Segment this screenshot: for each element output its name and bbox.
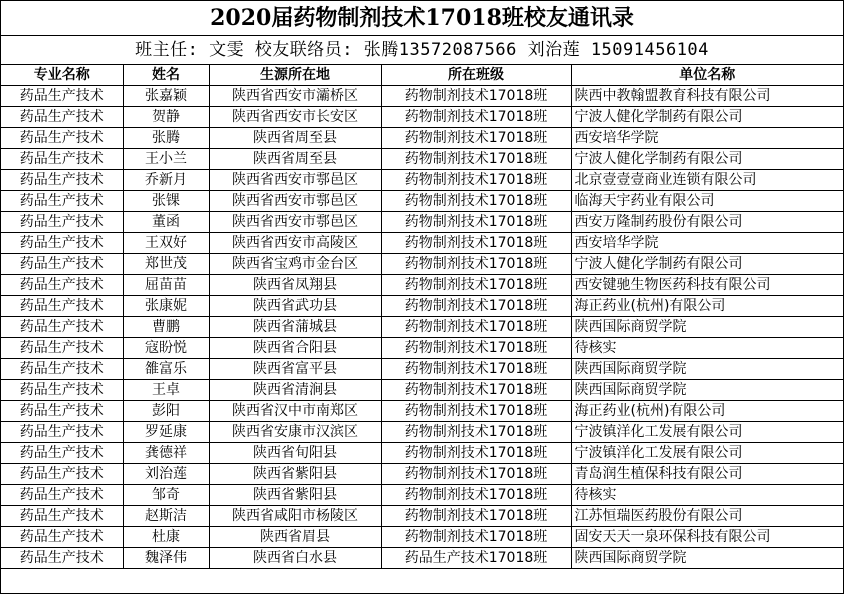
table-row <box>1 296 843 317</box>
header-class: 所在班级 <box>381 65 571 86</box>
alumni-table <box>1 65 843 569</box>
cell-name: 龚德祥 <box>123 443 209 464</box>
cell-major: 药品生产技术 <box>1 464 123 485</box>
table-row <box>1 149 843 170</box>
cell-employer: 青岛润生植保科技有限公司 <box>571 464 843 485</box>
table-row <box>1 317 843 338</box>
cell-class: 药物制剂技术17018班 <box>381 107 571 128</box>
table-body <box>1 86 843 569</box>
cell-origin: 陕西省咸阳市杨陵区 <box>209 506 381 527</box>
cell-employer: 临海天宇药业有限公司 <box>571 191 843 212</box>
cell-employer: 固安天天一泉环保科技有限公司 <box>571 527 843 548</box>
cell-employer: 北京壹壹壹商业连锁有限公司 <box>571 170 843 191</box>
cell-employer: 陕西国际商贸学院 <box>571 359 843 380</box>
cell-class: 药物制剂技术17018班 <box>381 296 571 317</box>
cell-major: 药品生产技术 <box>1 233 123 254</box>
cell-origin: 陕西省紫阳县 <box>209 464 381 485</box>
cell-origin: 陕西省白水县 <box>209 548 381 569</box>
cell-employer: 江苏恒瑞医药股份有限公司 <box>571 506 843 527</box>
cell-class: 药物制剂技术17018班 <box>381 254 571 275</box>
cell-origin: 陕西省西安市高陵区 <box>209 233 381 254</box>
cell-employer: 海正药业(杭州)有限公司 <box>571 296 843 317</box>
table-row <box>1 380 843 401</box>
cell-major: 药品生产技术 <box>1 170 123 191</box>
cell-origin: 陕西省安康市汉滨区 <box>209 422 381 443</box>
cell-employer: 海正药业(杭州)有限公司 <box>571 401 843 422</box>
header-major: 专业名称 <box>1 65 123 86</box>
cell-employer: 宁波人健化学制药有限公司 <box>571 107 843 128</box>
table-row <box>1 506 843 527</box>
cell-class: 药物制剂技术17018班 <box>381 380 571 401</box>
cell-class: 药物制剂技术17018班 <box>381 233 571 254</box>
cell-major: 药品生产技术 <box>1 380 123 401</box>
cell-origin: 陕西省西安市长安区 <box>209 107 381 128</box>
cell-major: 药品生产技术 <box>1 191 123 212</box>
cell-class: 药物制剂技术17018班 <box>381 170 571 191</box>
cell-name: 郑世茂 <box>123 254 209 275</box>
cell-origin: 陕西省蒲城县 <box>209 317 381 338</box>
cell-major: 药品生产技术 <box>1 86 123 107</box>
cell-name: 王小兰 <box>123 149 209 170</box>
table-row <box>1 170 843 191</box>
cell-class: 药物制剂技术17018班 <box>381 422 571 443</box>
cell-class: 药物制剂技术17018班 <box>381 338 571 359</box>
table-row <box>1 275 843 296</box>
cell-origin: 陕西省清涧县 <box>209 380 381 401</box>
cell-major: 药品生产技术 <box>1 548 123 569</box>
cell-major: 药品生产技术 <box>1 506 123 527</box>
cell-origin: 陕西省旬阳县 <box>209 443 381 464</box>
cell-class: 药物制剂技术17018班 <box>381 401 571 422</box>
cell-origin: 陕西省汉中市南郑区 <box>209 401 381 422</box>
cell-class: 药物制剂技术17018班 <box>381 212 571 233</box>
cell-class: 药物制剂技术17018班 <box>381 464 571 485</box>
cell-employer: 待核实 <box>571 338 843 359</box>
cell-name: 赵斯洁 <box>123 506 209 527</box>
cell-class: 药物制剂技术17018班 <box>381 485 571 506</box>
cell-origin: 陕西省凤翔县 <box>209 275 381 296</box>
cell-employer: 西安培华学院 <box>571 128 843 149</box>
cell-name: 乔新月 <box>123 170 209 191</box>
cell-employer: 陕西国际商贸学院 <box>571 548 843 569</box>
cell-origin: 陕西省武功县 <box>209 296 381 317</box>
cell-major: 药品生产技术 <box>1 275 123 296</box>
cell-major: 药品生产技术 <box>1 527 123 548</box>
cell-major: 药品生产技术 <box>1 107 123 128</box>
cell-employer: 宁波人健化学制药有限公司 <box>571 149 843 170</box>
header-employer: 单位名称 <box>571 65 843 86</box>
cell-name: 魏泽伟 <box>123 548 209 569</box>
cell-name: 王卓 <box>123 380 209 401</box>
table-row <box>1 254 843 275</box>
cell-origin: 陕西省紫阳县 <box>209 485 381 506</box>
table-row <box>1 527 843 548</box>
cell-class: 药物制剂技术17018班 <box>381 86 571 107</box>
cell-name: 董函 <box>123 212 209 233</box>
cell-name: 刘治莲 <box>123 464 209 485</box>
cell-major: 药品生产技术 <box>1 254 123 275</box>
cell-employer: 待核实 <box>571 485 843 506</box>
cell-major: 药品生产技术 <box>1 443 123 464</box>
cell-employer: 西安培华学院 <box>571 233 843 254</box>
cell-class: 药物制剂技术17018班 <box>381 506 571 527</box>
cell-major: 药品生产技术 <box>1 485 123 506</box>
cell-name: 罗延康 <box>123 422 209 443</box>
cell-class: 药物制剂技术17018班 <box>381 275 571 296</box>
cell-name: 雒富乐 <box>123 359 209 380</box>
cell-name: 屈苗苗 <box>123 275 209 296</box>
cell-origin: 陕西省富平县 <box>209 359 381 380</box>
cell-employer: 宁波镇洋化工发展有限公司 <box>571 443 843 464</box>
cell-name: 彭阳 <box>123 401 209 422</box>
cell-major: 药品生产技术 <box>1 149 123 170</box>
table-row <box>1 86 843 107</box>
table-row <box>1 359 843 380</box>
cell-origin: 陕西省西安市鄠邑区 <box>209 212 381 233</box>
cell-employer: 西安键驰生物医药科技有限公司 <box>571 275 843 296</box>
cell-class: 药物制剂技术17018班 <box>381 527 571 548</box>
cell-class: 药物制剂技术17018班 <box>381 191 571 212</box>
cell-origin: 陕西省周至县 <box>209 128 381 149</box>
cell-origin: 陕西省合阳县 <box>209 338 381 359</box>
cell-origin: 陕西省周至县 <box>209 149 381 170</box>
cell-employer: 宁波镇洋化工发展有限公司 <box>571 422 843 443</box>
cell-origin: 陕西省宝鸡市金台区 <box>209 254 381 275</box>
cell-class: 药物制剂技术17018班 <box>381 128 571 149</box>
cell-major: 药品生产技术 <box>1 359 123 380</box>
cell-class: 药物制剂技术17018班 <box>381 359 571 380</box>
cell-major: 药品生产技术 <box>1 212 123 233</box>
cell-origin: 陕西省西安市鄠邑区 <box>209 191 381 212</box>
cell-name: 寇盼悦 <box>123 338 209 359</box>
cell-name: 贺静 <box>123 107 209 128</box>
cell-major: 药品生产技术 <box>1 317 123 338</box>
cell-name: 张腾 <box>123 128 209 149</box>
cell-name: 曹鹏 <box>123 317 209 338</box>
header-row <box>1 65 843 86</box>
table-row <box>1 485 843 506</box>
cell-class: 药品生产技术17018班 <box>381 548 571 569</box>
table-row <box>1 212 843 233</box>
table-row <box>1 548 843 569</box>
cell-name: 张康妮 <box>123 296 209 317</box>
header-name: 姓名 <box>123 65 209 86</box>
cell-major: 药品生产技术 <box>1 338 123 359</box>
cell-major: 药品生产技术 <box>1 422 123 443</box>
sheet-subtitle: 班主任: 文雯 校友联络员: 张腾13572087566 刘治莲 15091456104 <box>1 36 843 65</box>
cell-employer: 陕西中教翰盟教育科技有限公司 <box>571 86 843 107</box>
cell-origin: 陕西省西安市鄠邑区 <box>209 170 381 191</box>
cell-name: 张锞 <box>123 191 209 212</box>
cell-employer: 西安万隆制药股份有限公司 <box>571 212 843 233</box>
cell-major: 药品生产技术 <box>1 128 123 149</box>
cell-major: 药品生产技术 <box>1 296 123 317</box>
table-row <box>1 338 843 359</box>
table-row <box>1 464 843 485</box>
cell-origin: 陕西省眉县 <box>209 527 381 548</box>
cell-name: 张嘉颖 <box>123 86 209 107</box>
header-origin: 生源所在地 <box>209 65 381 86</box>
cell-name: 邹奇 <box>123 485 209 506</box>
cell-name: 杜康 <box>123 527 209 548</box>
cell-major: 药品生产技术 <box>1 401 123 422</box>
sheet-title: 2020届药物制剂技术17018班校友通讯录 <box>1 1 843 36</box>
table-row <box>1 443 843 464</box>
cell-class: 药物制剂技术17018班 <box>381 443 571 464</box>
cell-class: 药物制剂技术17018班 <box>381 317 571 338</box>
cell-employer: 陕西国际商贸学院 <box>571 380 843 401</box>
table-row <box>1 233 843 254</box>
cell-employer: 宁波人健化学制药有限公司 <box>571 254 843 275</box>
table-row <box>1 422 843 443</box>
table-row <box>1 107 843 128</box>
cell-origin: 陕西省西安市灞桥区 <box>209 86 381 107</box>
cell-employer: 陕西国际商贸学院 <box>571 317 843 338</box>
table-row <box>1 128 843 149</box>
cell-name: 王双好 <box>123 233 209 254</box>
table-row <box>1 191 843 212</box>
table-row <box>1 401 843 422</box>
cell-class: 药物制剂技术17018班 <box>381 149 571 170</box>
